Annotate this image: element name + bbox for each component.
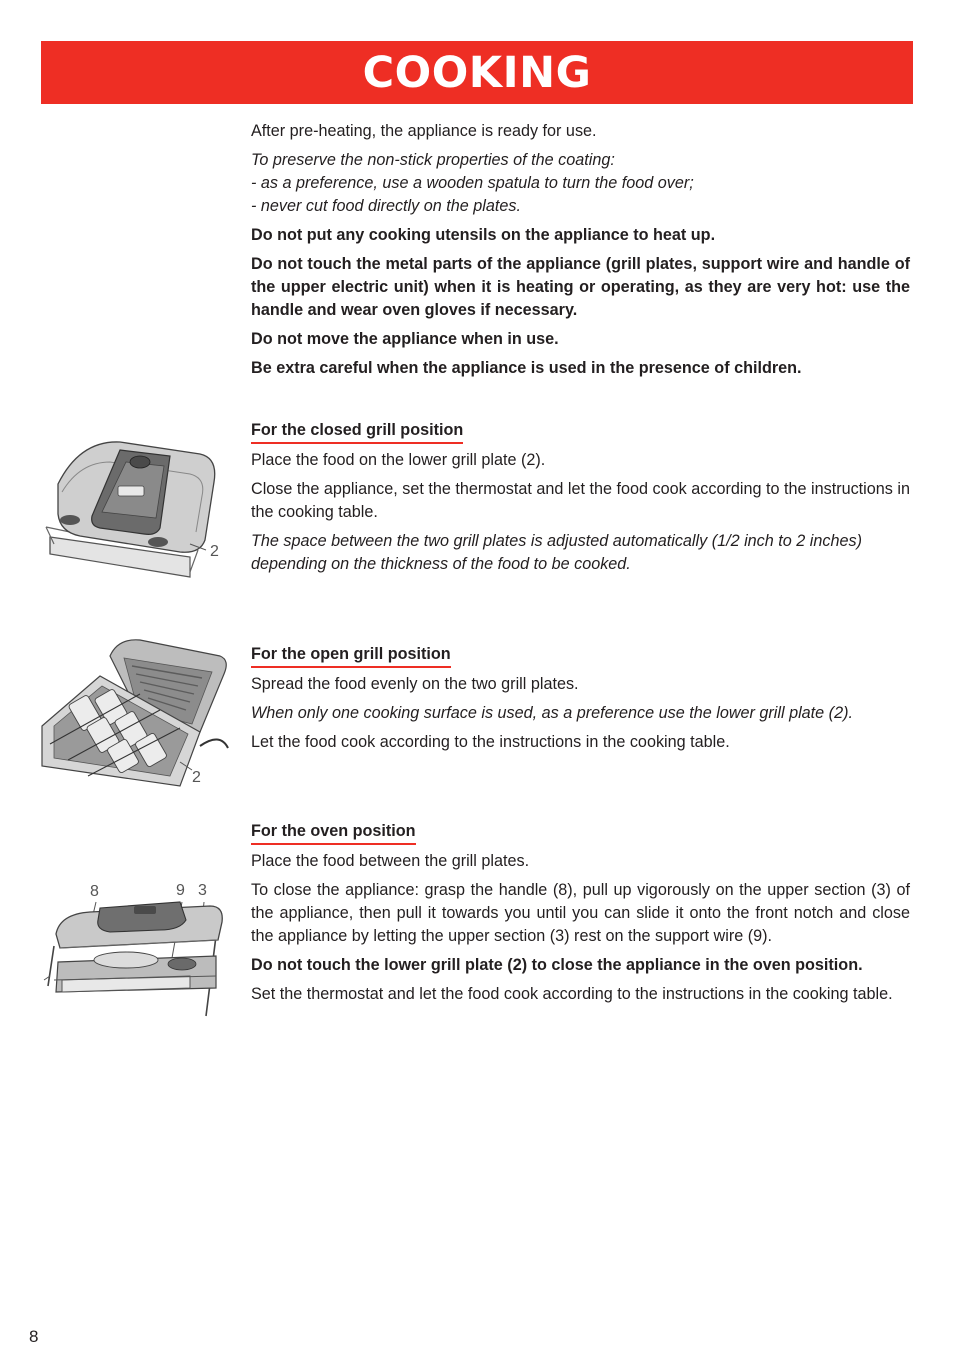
coating-tip-1: - as a preference, use a wooden spatula to turn the food over;	[251, 174, 694, 192]
intro-text: After pre-heating, the appliance is ready for use.	[251, 122, 597, 140]
intro-section	[251, 120, 910, 380]
oven-section	[251, 820, 910, 1006]
warning-children: Be extra careful when the appliance is used in the presence of children.	[251, 359, 802, 377]
oven-text-3: Set the thermostat and let the food cook according to the instructions in the cooking table.	[251, 985, 893, 1003]
warning-move: Do not move the appliance when in use.	[251, 330, 559, 348]
open-grill-label-2: 2	[192, 769, 201, 786]
oven-label-9: 9	[176, 882, 185, 899]
open-grill-section	[251, 643, 910, 754]
title-banner	[41, 41, 913, 104]
oven-heading: For the oven position	[251, 820, 416, 845]
open-grill-text-1: Spread the food evenly on the two grill plates.	[251, 675, 579, 693]
closed-grill-note: The space between the two grill plates is adjusted automatically (1/2 inch to 2 inches) depending on the thickness of the food to be cooked.	[251, 532, 862, 573]
oven-label-8: 8	[90, 883, 99, 900]
warning-utensils: Do not put any cooking utensils on the appliance to heat up.	[251, 226, 716, 244]
closed-grill-section	[251, 419, 910, 576]
oven-position-illustration	[40, 876, 230, 1021]
oven-text-2: To close the appliance: grasp the handle (8), pull up vigorously on the upper section (3) of the appliance, then pull it towards you until you can slide it onto the front notch and close the appliance by letting the upper section (3) rest on the support wire (9).	[251, 881, 910, 945]
closed-grill-illustration	[40, 432, 230, 590]
coating-tip-2: - never cut food directly on the plates.	[251, 197, 521, 215]
page-title: COOKING	[362, 47, 592, 98]
warning-hot-parts: Do not touch the metal parts of the appliance (grill plates, support wire and handle of the upper electric unit) when it is heating or operating, as they are very hot: use the handle and wear oven gloves if necessary.	[251, 255, 910, 319]
open-grill-heading: For the open grill position	[251, 643, 451, 668]
closed-grill-text-2: Close the appliance, set the thermostat and let the food cook according to the instructions in the cooking table.	[251, 480, 910, 521]
closed-grill-text-1: Place the food on the lower grill plate (2).	[251, 451, 546, 469]
oven-warning: Do not touch the lower grill plate (2) to close the appliance in the oven position.	[251, 956, 863, 974]
coating-note: To preserve the non-stick properties of the coating:	[251, 151, 615, 169]
open-grill-illustration	[40, 636, 230, 798]
oven-label-3: 3	[198, 882, 207, 899]
open-grill-note: When only one cooking surface is used, as a preference use the lower grill plate (2).	[251, 704, 853, 722]
closed-grill-label-2: 2	[210, 543, 219, 560]
closed-grill-heading: For the closed grill position	[251, 419, 463, 444]
page-number: 8	[29, 1327, 39, 1346]
open-grill-text-2: Let the food cook according to the instructions in the cooking table.	[251, 733, 730, 751]
oven-text-1: Place the food between the grill plates.	[251, 852, 530, 870]
